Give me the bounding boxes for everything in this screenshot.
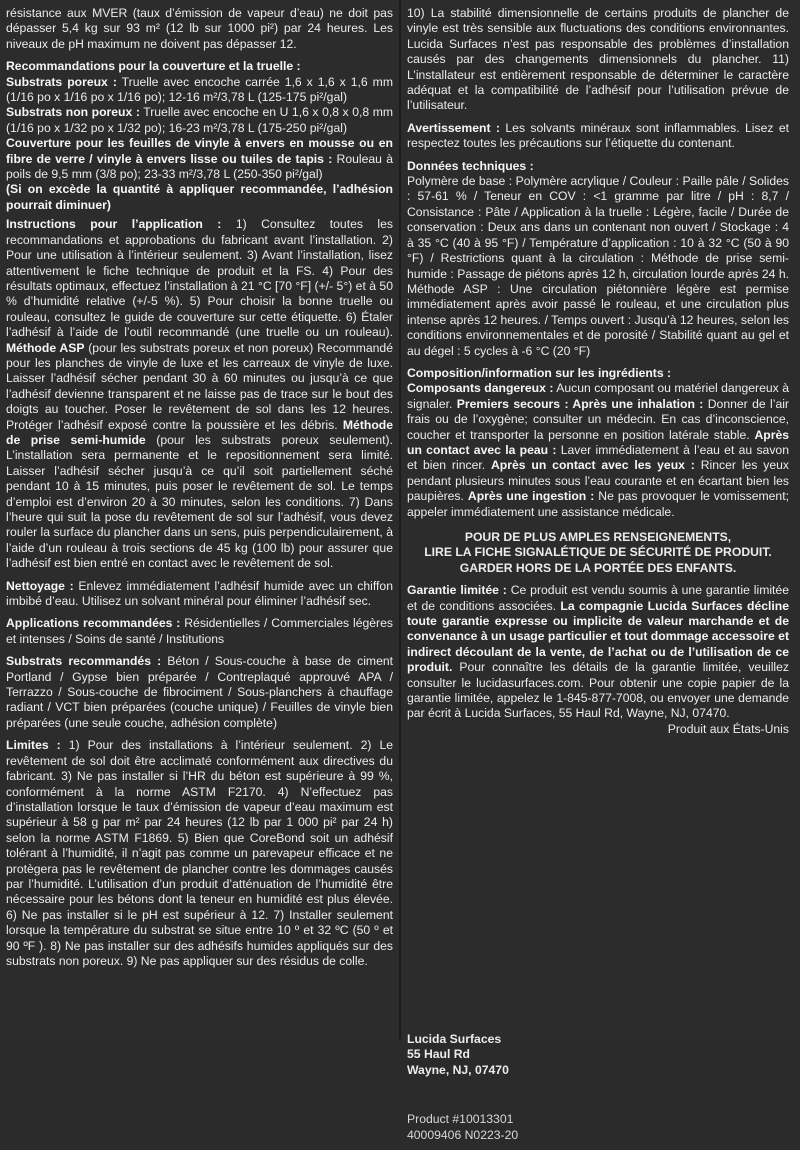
technical-heading: Données techniques : — [407, 158, 534, 173]
nonporous-text: Truelle avec encoche en U 1,6 x 0,8 x 0,8 mm (1/16 po x 1/32 po x 1/32 po); 16-23 m²/3,78 L (175-250 pi²/gal) — [6, 105, 393, 135]
notice-line-2: LIRE LA FICHE SIGNALÉTIQUE DE SÉCURITÉ DE PRODUIT. — [424, 545, 772, 560]
notice-line-3: GARDER HORS DE LA PORTÉE DES ENFANTS. — [459, 560, 737, 575]
limits-text: 1) Pour des installations à l’intérieur seulement. 2) Le revêtement de sol doit être acclimaté conformément aux directives du fabricant. 3) Ne pas installer si l’HR du béton est supérieure à 99 %, conformément à la norme ASTM F2170. 4) N’effectuez pas d’installation lorsque le taux d’émission de vapeur d’eau maximum est supérieur à 58 g par m² par 24 heures (12 lb par 1 000 pi² par 24 h) selon la norme ASTM F1869. 5) Bien que CoreBond soit un adhésif tolérant à l’humidité, il n’agit pas comme un parevapeur efficace et ne protègera pas le revêtement de plancher contre les dommages causés par l’humidité. L’utilisation d’un produit d’atténuation de l’humidité être nécessaire pour les bétons dont la teneur en humidité est plus élevée. 6) Ne pas installer si le pH est supérieur à 12. 7) Installer seulement lorsque la température du substrat se situe entre 10 º et 32 ºC (50 º et 90 ºF ). 8) Ne pas installer sur des adhésifs humides appliqués sur des substrats non poreux. 9) Ne pas appliquer sur des résidus de colle. — [6, 738, 393, 968]
coverage-heading: Recommandations pour la couverture et la truelle : — [6, 59, 301, 74]
hazard-text: Aucun composant ou matériel dangereux à signaler. — [407, 381, 789, 411]
company-address — [407, 1032, 789, 1078]
city-address: Wayne, NJ, 07470 — [407, 1062, 509, 1077]
column-divider — [399, 0, 401, 1040]
asp-heading: Méthode ASP — [6, 340, 85, 355]
composition-heading: Composition/information sur les ingrédients : — [407, 365, 672, 380]
first-aid-text: Donner de l’air frais ou de l’oxygène; consulter un médecin. En cas d’inconscience, coucher et transporter la personne en position latérale stable. — [407, 396, 789, 442]
cleaning-text: Enlevez immédiatement l’adhésif humide avec un chiffon imbibé d’eau. Utilisez un solvant minéral pour éliminer l’adhésif sec. — [6, 578, 393, 609]
limits-continued: 10) La stabilité dimensionnelle de certains produits de plancher de vinyle est très sensible aux fluctuations des conditions environnantes. Lucida Surfaces n’est pas responsable des problèmes d’installation causés par des changements dimensionnels du plancher. 11) L’installateur est entièrement responsable de déterminer le caractère adéquat et la compatibilité de l’adhésif pour l’utilisation prévue de l’utilisateur. — [407, 6, 789, 113]
ingestion-heading: Après une ingestion : — [467, 489, 595, 504]
warranty-details: Pour connaître les détails de la garantie limitée, veuillez consulter le lucidasurfaces.com. Pour obtenir une copie papier de la garantie limitée, appelez le 1-845-877-7008, ou envoyer une demande par écrit à Lucida Surfaces, 55 Haul Rd, Wayne, NJ, 07470. — [407, 660, 789, 721]
product-codes — [407, 1112, 789, 1143]
porous-heading: Substrats poreux : — [6, 74, 117, 89]
instructions-text: 1) Consultez toutes les recommandations et approbations du fabricant avant l’installation. 2) Pour une utilisation à l’intérieur seulement. 3) Avant l’installation, lisez attentivement le fiche technique de produit et la FS. 4) Pour des résultats optimaux, effectuez l’installation à 21 °C [70 °F] (+/- 5°) et à 50 % d’humidité relative (+/-5 %). 5) Pour choisir la bonne truelle ou rouleau, consultez le guide de couverture sur cette étiquette. 6) Étaler l’adhésif à l’aide de l’outil recommandé (une truelle ou un rouleau). — [6, 217, 394, 340]
porous-text: Truelle avec encoche carrée 1,6 x 1,6 x 1,6 mm (1/16 po x 1/16 po x 1/16 po); 12-16 m²/3,78 L (125-175 pi²/gal) — [6, 74, 393, 105]
first-aid-heading: Premiers secours : Après une inhalation : — [456, 396, 704, 411]
semi-heading: Méthode de prise semi-humide — [6, 417, 393, 447]
company-name: Lucida Surfaces — [407, 1031, 502, 1046]
street-address: 55 Haul Rd — [407, 1047, 470, 1062]
hazard-heading: Composants dangereux : — [407, 381, 554, 396]
applications-text: Résidentielles / Commerciales légères et intenses / Soins de santé / Institutions — [6, 616, 393, 646]
eye-heading: Après un contact avec les yeux : — [491, 458, 695, 473]
applications-heading: Applications recommandées : — [6, 616, 181, 631]
safety-notice — [407, 530, 789, 576]
cleaning-heading: Nettoyage : — [6, 578, 74, 593]
foam-text: Rouleau à poils de 9,5 mm (3/8 po); 23-33 m²/3,78 L (250-350 pi²/gal) — [6, 151, 394, 182]
substrates-text: Béton / Sous-couche à base de ciment Portland / Gypse bien préparée / Contreplaqué approuvé APA / Terrazzo / Sous-couche de fibrociment / Sous-planchers à chauffage radiant / VCT bien préparées (couche unique) / Feuilles de vinyle bien préparées (une seule couche, adhésion complète) — [6, 654, 394, 730]
skin-heading: Après un contact avec la peau : — [407, 427, 790, 457]
technical-section — [407, 159, 789, 359]
warranty-section — [407, 583, 790, 736]
warranty-text: Ce produit est vendu soumis à une garantie limitée et de conditions associées. — [407, 583, 789, 613]
asp-text: (pour les substrats poreux et non poreux) Recommandé pour les planches de vinyle de luxe et les carreaux de vinyle de luxe. Laisser l’adhésif sécher pendant 30 à 60 minutes ou jusqu’à ce que l’adhésif devienne transparent et ne laisse pas de trace sur le bout des doigts au toucher. Poser le revêtement de sol dans les 12 heures. Protéger l’adhésif exposé contre la poussière et les débris. — [6, 340, 393, 432]
left-column — [6, 6, 393, 976]
substrates-section — [6, 654, 393, 731]
skin-text: Laver immédiatement à l’eau et au savon et bien rincer. — [407, 442, 789, 473]
warranty-heading: Garantie limitée : — [407, 583, 507, 598]
warning-text: Les solvants minéraux sont inflammables. Lisez et respectez toutes les précautions sur l’étiquette du contenant. — [407, 120, 789, 151]
made-in: Produit aux États-Unis — [667, 721, 789, 736]
coverage-section — [6, 59, 393, 213]
substrates-heading: Substrats recommandés : — [6, 654, 162, 669]
limits-heading: Limites : — [6, 738, 61, 753]
intro-paragraph: résistance aux MVER (taux d’émission de vapeur d’eau) ne doit pas dépasser 5,4 kg sur 93 m² (12 lb sur 1000 pi²) par 24 heures. Les niveaux de pH maximum ne doivent pas dépasser 12. — [6, 6, 393, 51]
right-column — [407, 6, 789, 1150]
batch-codes: 40009406 N0223-20 — [407, 1127, 519, 1142]
eye-text: Rincer les yeux pendant plusieurs minutes sous l’eau courante et en écartant bien les paupières. — [407, 458, 789, 504]
semi-text: (pour les substrats poreux seulement). L’installation sera permanente et le repositionnement sera limité. Laisser l’adhésif sécher jusqu’à ce qu’il soit partiellement séché pendant 10 à 15 minutes, puis poser le revêtement de sol. Le temps d’emploi est d’environ 20 à 30 minutes, selon les conditions. 7) Dans l’heure qui suit la pose du revêtement de sol sur l’adhésif, vous devez rouler la surface du plancher dans un sens, puis perpendiculairement, à l’aide d’un rouleau à trois sections de 45 kg (100 lb) pour assurer que l’adhésif est bien entré en contact avec le revêtement de sol. — [6, 432, 393, 571]
instructions-heading: Instructions pour l’application : — [6, 217, 222, 232]
technical-text: Polymère de base : Polymère acrylique / Couleur : Paille pâle / Solides : 57-61 % / Teneur en COV : <1 gramme par litre / pH : 8,7 / Consistance : Pâte / Application à la truelle : Légère, facile / Durée de conservation : Deux ans dans un contenant non ouvert / Stockage : 4 à 35 °C (40 à 95 °F) / Température d’application : 10 à 32 °C (50 à 90 °F) / Restrictions quant à la circulation : Méthode de prise semi-humide : Passage de piétons après 12 h, circulation lourde après 24 h. Méthode ASP : Une circulation piétonnière légère est permise immédiatement après avoir passé le rouleau, et une circulation plus intense après 12 heures. / Temps ouvert : Jusqu’à 12 heures, selon les conditions environnementales et de porosité / Stabilité quant au gel et au dégel : 5 cycles à -6 °C (20 °F) — [407, 174, 789, 358]
warranty-disclaimer: La compagnie Lucida Surfaces décline toute garantie expresse ou implicite de valeur marchande et de convenance à un usage particulier et tout dommage accessoire et indirect découlant de la vente, de l’achat ou de l’utilisation de ce produit. — [407, 598, 790, 675]
nonporous-heading: Substrats non poreux : — [6, 105, 140, 120]
foam-heading: Couverture pour les feuilles de vinyle à envers en mousse ou en fibre de verre / vinyle à envers lisse ou tuiles de tapis : — [6, 136, 393, 166]
applications-section — [6, 616, 393, 647]
exceed-note: (Si on excède la quantité à appliquer recommandée, l’adhésion pourrait diminuer) — [6, 182, 393, 212]
ingestion-text: Ne pas provoquer le vomissement; appeler immédiatement une assistance médicale. — [407, 489, 789, 519]
warning-section — [407, 121, 789, 152]
warning-heading: Avertissement : — [407, 120, 500, 135]
cleaning-section — [6, 579, 393, 610]
composition-section — [407, 366, 789, 520]
product-number: Product #10013301 — [407, 1112, 514, 1127]
limits-section — [6, 738, 393, 969]
notice-line-1: POUR DE PLUS AMPLES RENSEIGNEMENTS, — [464, 530, 732, 544]
instructions-section — [6, 217, 393, 571]
